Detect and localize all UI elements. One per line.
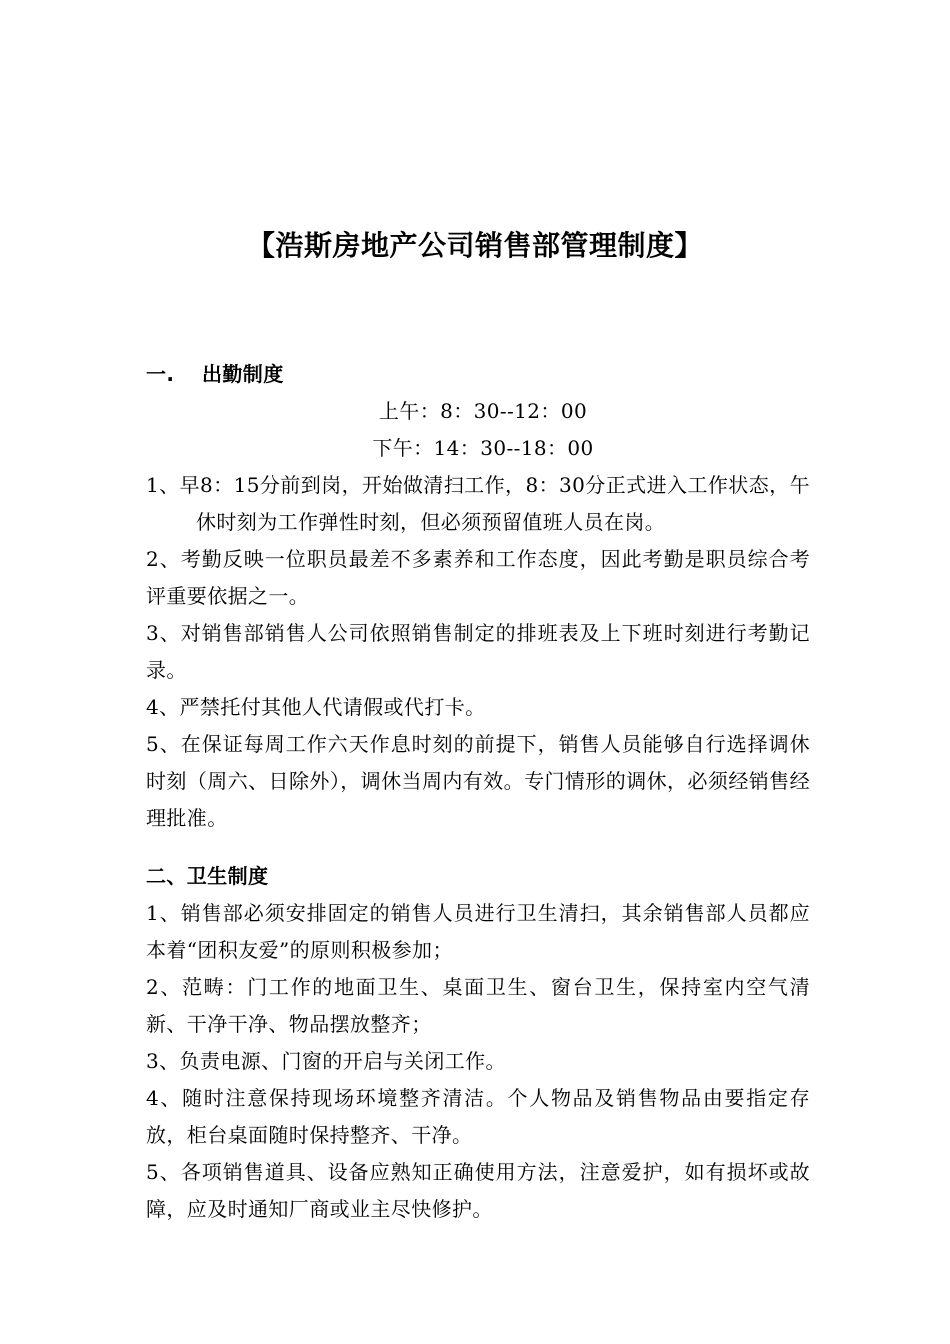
- attendance-rule-5: 5、在保证每周工作六天作息时刻的前提下，销售人员能够自行选择调休时刻（周六、日除外），调休当周内有效。专门情形的调休，必须经销售经理批准。: [146, 732, 810, 830]
- schedule-afternoon: 下午：14：30--18：00: [372, 436, 594, 460]
- hygiene-rule-1: 1、销售部必须安排固定的销售人员进行卫生清扫，其余销售部人员都应本着“团积友爱”的原则积极参加；: [146, 901, 810, 962]
- section-attendance: [146, 356, 810, 837]
- section-hygiene: [146, 858, 810, 1228]
- section-title: 出勤制度: [202, 362, 284, 386]
- hygiene-rule-4: 4、随时注意保持现场环境整齐清洁。个人物品及销售物品由要指定存放，柜台桌面随时保持整齐、干净。: [146, 1086, 810, 1147]
- section-heading-hygiene: 二、卫生制度: [146, 864, 269, 888]
- document-title: 【浩斯房地产公司销售部管理制度】: [246, 229, 703, 262]
- hygiene-rule-5: 5、各项销售道具、设备应熟知正确使用方法，注意爱护，如有损坏或故障，应及时通知厂商或业主尽快修护。: [146, 1160, 810, 1221]
- section-heading-attendance: [146, 356, 810, 393]
- schedule-morning: 上午：8：30--12：00: [378, 399, 588, 423]
- hygiene-rule-3: 3、负责电源、门窗的开启与关闭工作。: [146, 1049, 506, 1073]
- attendance-rule-3: 3、对销售部销售人公司依照销售制定的排班表及上下班时刻进行考勤记录。: [146, 621, 810, 682]
- section-number: 一.: [146, 362, 175, 386]
- attendance-rule-1: 1、早8：15分前到岗，开始做清扫工作，8：30分正式进入工作状态，午休时刻为工作弹性时刻，但必须预留值班人员在岗。: [146, 473, 810, 534]
- hygiene-rule-2: 2、范畴：门工作的地面卫生、桌面卫生、窗台卫生，保持室内空气清新、干净干净、物品摆放整齐；: [146, 975, 810, 1036]
- attendance-rule-4: 4、严禁托付其他人代请假或代打卡。: [146, 695, 486, 719]
- attendance-rule-2: 2、考勤反映一位职员最差不多素养和工作态度，因此考勤是职员综合考评重要依据之一。: [146, 547, 810, 608]
